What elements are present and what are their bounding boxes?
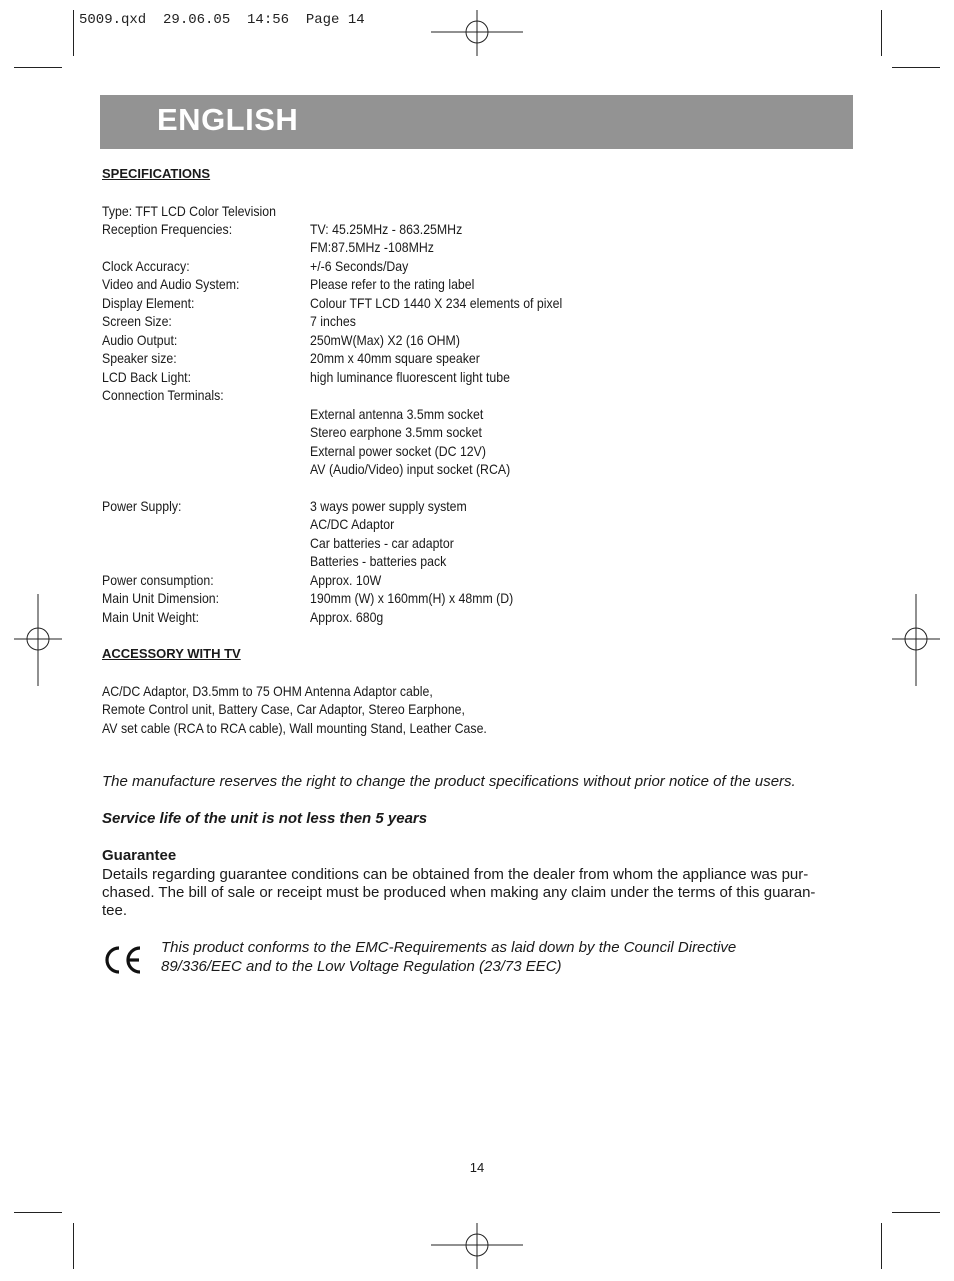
spec-value-power-supply-batteries: Batteries - batteries pack bbox=[310, 553, 447, 569]
guarantee-text-line: tee. bbox=[102, 902, 128, 919]
spec-value-connection-av: AV (Audio/Video) input socket (RCA) bbox=[310, 461, 511, 477]
spec-label-display: Display Element: bbox=[102, 295, 195, 311]
accessory-heading: ACCESSORY WITH TV bbox=[102, 646, 241, 661]
spec-label-dimension: Main Unit Dimension: bbox=[102, 590, 220, 606]
spec-value-power-supply-system: 3 ways power supply system bbox=[310, 498, 467, 514]
registration-mark-icon bbox=[431, 1223, 523, 1269]
spec-value-clock: +/-6 Seconds/Day bbox=[310, 258, 409, 274]
accessory-line: AC/DC Adaptor, D3.5mm to 75 OHM Antenna Adaptor cable, bbox=[102, 683, 433, 699]
accessory-line: AV set cable (RCA to RCA cable), Wall mounting Stand, Leather Case. bbox=[102, 720, 487, 736]
guarantee-text-line: Details regarding guarantee conditions can be obtained from the dealer from whom the appliance was pur- bbox=[102, 866, 809, 883]
registration-mark-icon bbox=[14, 594, 62, 686]
specifications-heading: SPECIFICATIONS bbox=[102, 166, 211, 181]
spec-value-dimension: 190mm (W) x 160mm(H) x 48mm (D) bbox=[310, 590, 514, 606]
accessory-line: Remote Control unit, Battery Case, Car Adaptor, Stereo Earphone, bbox=[102, 701, 465, 717]
spec-value-power-consumption: Approx. 10W bbox=[310, 572, 382, 588]
crop-mark bbox=[14, 1212, 62, 1213]
spec-label-connection: Connection Terminals: bbox=[102, 387, 224, 403]
spec-value-connection-power: External power socket (DC 12V) bbox=[310, 443, 486, 459]
service-life-statement: Service life of the unit is not less then 5 years bbox=[102, 810, 428, 827]
ce-mark-icon bbox=[102, 944, 144, 976]
spec-value-weight: Approx. 680g bbox=[310, 609, 384, 625]
spec-value-speaker: 20mm x 40mm square speaker bbox=[310, 350, 480, 366]
spec-label-clock: Clock Accuracy: bbox=[102, 258, 190, 274]
registration-mark-icon bbox=[892, 594, 940, 686]
crop-mark bbox=[73, 1223, 74, 1269]
spec-label-weight: Main Unit Weight: bbox=[102, 609, 200, 625]
spec-label-type: Type: TFT LCD Color Television bbox=[102, 203, 276, 219]
crop-mark bbox=[881, 1223, 882, 1269]
page-number: 14 bbox=[469, 1160, 485, 1175]
guarantee-heading: Guarantee bbox=[102, 847, 177, 864]
spec-value-power-supply-car: Car batteries - car adaptor bbox=[310, 535, 454, 551]
language-header-bar bbox=[100, 95, 853, 149]
crop-mark bbox=[892, 1212, 940, 1213]
spec-value-connection-antenna: External antenna 3.5mm socket bbox=[310, 406, 484, 422]
spec-value-display: Colour TFT LCD 1440 X 234 elements of pixel bbox=[310, 295, 563, 311]
spec-value-reception-tv: TV: 45.25MHz - 863.25MHz bbox=[310, 221, 463, 237]
spec-value-audio-output: 250mW(Max) X2 (16 OHM) bbox=[310, 332, 460, 348]
spec-value-connection-earphone: Stereo earphone 3.5mm socket bbox=[310, 424, 482, 440]
spec-label-backlight: LCD Back Light: bbox=[102, 369, 192, 385]
spec-value-video-audio: Please refer to the rating label bbox=[310, 276, 475, 292]
crop-mark bbox=[14, 67, 62, 68]
spec-label-audio-output: Audio Output: bbox=[102, 332, 178, 348]
spec-label-reception: Reception Frequencies: bbox=[102, 221, 233, 237]
spec-value-power-supply-adaptor: AC/DC Adaptor bbox=[310, 516, 395, 532]
spec-label-power-supply: Power Supply: bbox=[102, 498, 182, 514]
ce-compliance-text: 89/336/EEC and to the Low Voltage Regulation (23/73 EEC) bbox=[161, 958, 562, 975]
spec-label-video-audio: Video and Audio System: bbox=[102, 276, 240, 292]
spec-label-power-consumption: Power consumption: bbox=[102, 572, 214, 588]
language-title: ENGLISH bbox=[157, 102, 299, 137]
crop-mark bbox=[881, 10, 882, 56]
spec-label-speaker: Speaker size: bbox=[102, 350, 177, 366]
spec-value-reception-fm: FM:87.5MHz -108MHz bbox=[310, 239, 434, 255]
crop-mark bbox=[73, 10, 74, 56]
guarantee-text-line: chased. The bill of sale or receipt must be produced when making any claim under the terms of this guaran- bbox=[102, 884, 816, 901]
spec-value-backlight: high luminance fluorescent light tube bbox=[310, 369, 510, 385]
spec-value-screen: 7 inches bbox=[310, 313, 356, 329]
spec-label-screen: Screen Size: bbox=[102, 313, 172, 329]
ce-compliance-text: This product conforms to the EMC-Requirements as laid down by the Council Directive bbox=[161, 939, 737, 956]
specification-change-notice: The manufacture reserves the right to change the product specifications without prior notice of the users. bbox=[102, 773, 796, 790]
printer-slug: 5009.qxd 29.06.05 14:56 Page 14 bbox=[79, 12, 365, 28]
crop-mark bbox=[892, 67, 940, 68]
registration-mark-icon bbox=[431, 10, 523, 56]
